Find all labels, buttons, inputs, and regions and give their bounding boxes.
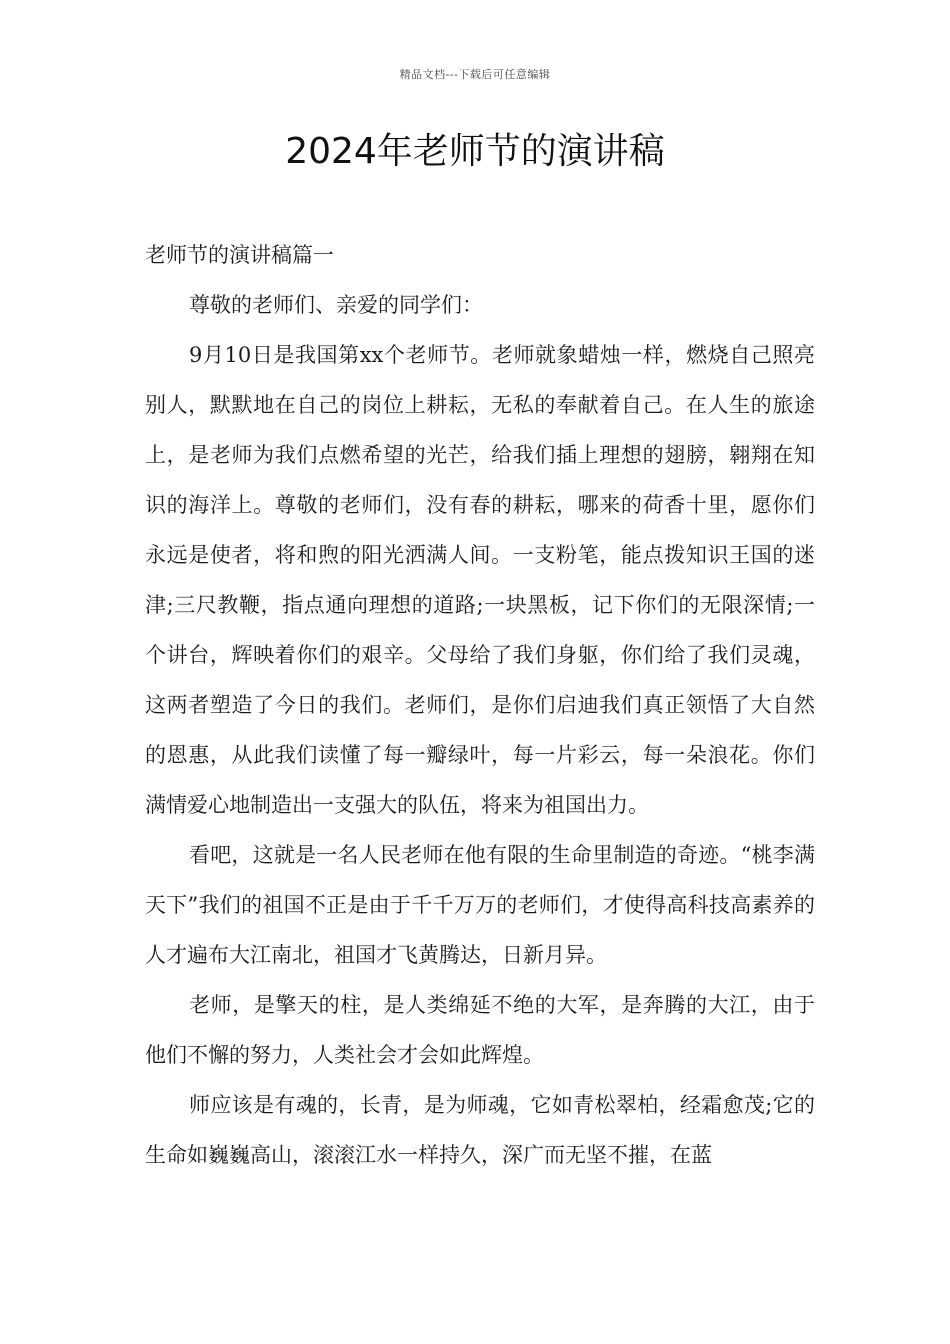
document-title: 2024年老师节的演讲稿 xyxy=(285,131,665,172)
body-paragraph: 看吧，这就是一名人民老师在他有限的生命里制造的奇迹。“桃李满天下”我们的祖国不正是由于千千万万的老师们，才使得高科技高素养的人才遍布大江南北，祖国才飞黄腾达，日新月异。 xyxy=(145,843,815,967)
section-heading: 老师节的演讲稿篇一 xyxy=(145,243,334,267)
salutation-paragraph: 尊敬的老师们、亲爱的同学们： xyxy=(189,293,483,317)
document-header-note: 精品文档---下载后可任意编辑 xyxy=(399,68,551,81)
body-paragraph: 老师，是擎天的柱，是人类绵延不绝的大军，是奔腾的大江，由于他们不懈的努力，人类社会才会如此辉煌。 xyxy=(145,993,815,1067)
document-body xyxy=(145,230,815,1180)
body-paragraph: 9月10日是我国第xx个老师节。老师就象蜡烛一样，燃烧自己照亮别人，默默地在自己的岗位上耕耘，无私的奉献着自己。在人生的旅途上，是老师为我们点燃希望的光芒，给我们插上理想的翅膀，翱翔在知识的海洋上。尊敬的老师们，没有春的耕耘，哪来的荷香十里，愿你们永远是使者，将和煦的阳光洒满人间。一支粉笔，能点拨知识王国的迷津;三尺教鞭，指点通向理想的道路;一块黑板，记下你们的无限深情;一个讲台，辉映着你们的艰辛。父母给了我们身躯，你们给了我们灵魂，这两者塑造了今日的我们。老师们，是你们启迪我们真正领悟了大自然的恩惠，从此我们读懂了每一瓣绿叶，每一片彩云，每一朵浪花。你们满情爱心地制造出一支强大的队伍，将来为祖国出力。 xyxy=(145,343,815,817)
body-paragraph: 师应该是有魂的，长青，是为师魂，它如青松翠柏，经霜愈茂;它的生命如巍巍高山，滚滚江水一样持久，深广而无坚不摧，在蓝 xyxy=(145,1093,815,1167)
